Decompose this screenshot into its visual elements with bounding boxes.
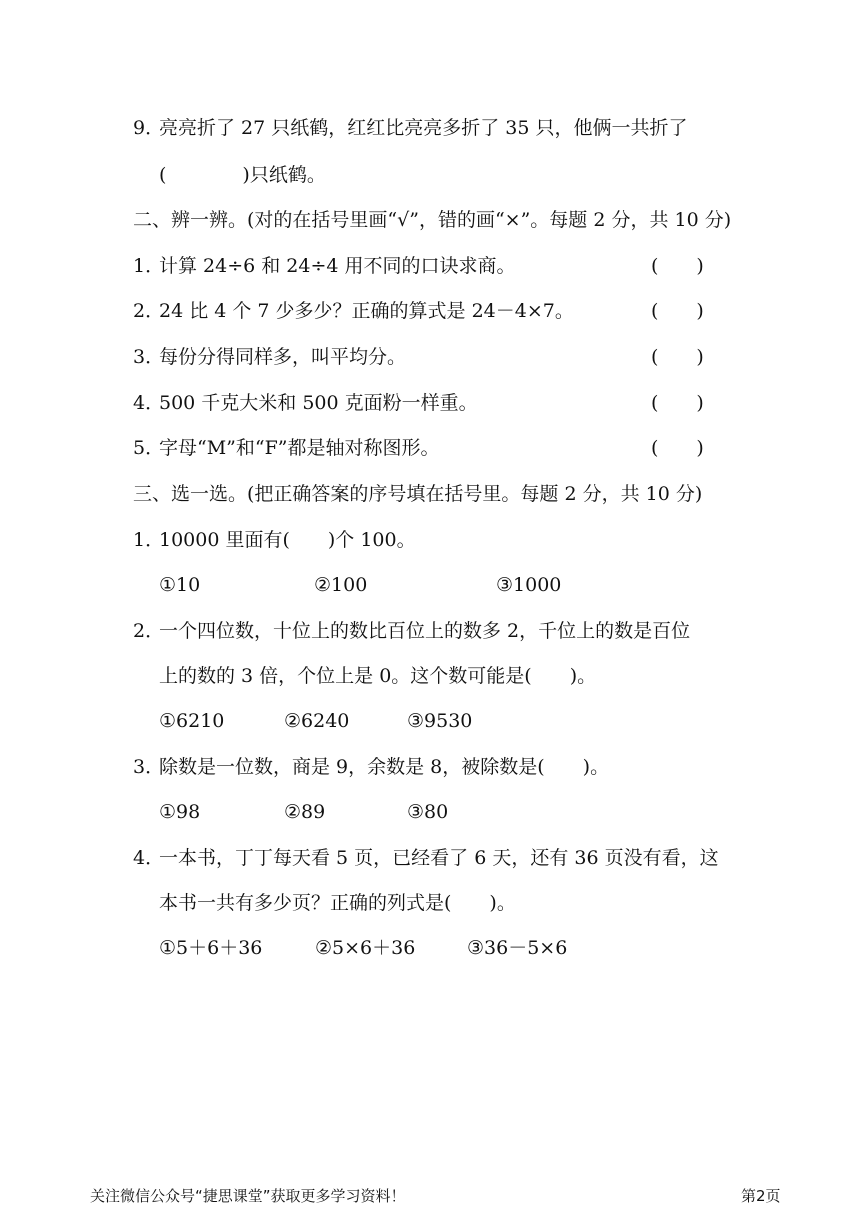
judge-item-5 (133, 435, 440, 461)
section-heading-choose: 三、选一选。(把正确答案的序号填在括号里。每题 2 分，共 10 分) (133, 483, 703, 505)
judge-item-4 (133, 390, 478, 416)
answer-paren-1: ( ) (651, 255, 704, 277)
item-number: 2． (133, 300, 165, 322)
choice-question-4-line-2: 本书一共有多少页？正确的列式是( )。 (159, 892, 516, 914)
choice-question-2-line-1 (133, 618, 690, 644)
option-c: ③9530 (407, 710, 473, 732)
question-number: 3． (133, 756, 165, 778)
answer-paren-3: ( ) (651, 346, 704, 368)
option-b: ②6240 (284, 710, 350, 732)
answer-paren-2: ( ) (651, 300, 704, 322)
question-text: 10000 里面有( )个 100。 (159, 529, 416, 551)
question-number: 4． (133, 847, 165, 869)
question-number: 2． (133, 620, 165, 642)
item-number: 1． (133, 255, 165, 277)
item-text: 每份分得同样多，叫平均分。 (159, 346, 407, 368)
item-number: 4． (133, 392, 165, 414)
option-a: ①98 (159, 801, 201, 823)
answer-paren-5: ( ) (651, 437, 704, 459)
footer-promo: 关注微信公众号“捷思课堂”获取更多学习资料！ (90, 1187, 406, 1205)
choice-question-1 (133, 527, 416, 553)
option-a: ①6210 (159, 710, 225, 732)
answer-paren-4: ( ) (651, 392, 704, 414)
question-text: 除数是一位数，商是 9，余数是 8，被除数是( )。 (159, 756, 610, 778)
option-b: ②89 (284, 801, 326, 823)
option-c: ③80 (407, 801, 449, 823)
question-9-line-1 (133, 115, 688, 141)
item-text: 计算 24÷6 和 24÷4 用不同的口诀求商。 (159, 255, 516, 277)
item-text: 500 千克大米和 500 克面粉一样重。 (159, 392, 478, 414)
item-number: 5． (133, 437, 165, 459)
option-b: ②5×6＋36 (315, 937, 416, 959)
question-text: 一本书，丁丁每天看 5 页，已经看了 6 天，还有 36 页没有看，这 (159, 847, 719, 869)
option-a: ①5＋6＋36 (159, 937, 263, 959)
question-number: 1． (133, 529, 165, 551)
item-text: 24 比 4 个 7 少多少？正确的算式是 24－4×7。 (159, 300, 574, 322)
question-text: 亮亮折了 27 只纸鹤，红红比亮亮多折了 35 只，他俩一共折了 (159, 117, 688, 139)
item-number: 3． (133, 346, 165, 368)
question-9-line-2: ( )只纸鹤。 (159, 164, 326, 186)
option-c: ③36－5×6 (467, 937, 568, 959)
page-number: 第2页 (741, 1187, 781, 1205)
question-number: 9． (133, 117, 165, 139)
item-text: 字母“M”和“F”都是轴对称图形。 (159, 437, 440, 459)
judge-item-3 (133, 344, 406, 370)
choice-question-4-line-1 (133, 845, 719, 871)
judge-item-2 (133, 298, 574, 324)
choice-question-2-line-2: 上的数的 3 倍，个位上是 0。这个数可能是( )。 (159, 665, 597, 687)
choice-question-3 (133, 754, 609, 780)
option-c: ③1000 (496, 574, 562, 596)
section-heading-judge: 二、辨一辨。(对的在括号里画“√”，错的画“×”。每题 2 分，共 10 分) (133, 209, 732, 231)
judge-item-1 (133, 253, 516, 279)
option-b: ②100 (314, 574, 368, 596)
question-text: 一个四位数，十位上的数比百位上的数多 2，千位上的数是百位 (159, 620, 691, 642)
option-a: ①10 (159, 574, 201, 596)
